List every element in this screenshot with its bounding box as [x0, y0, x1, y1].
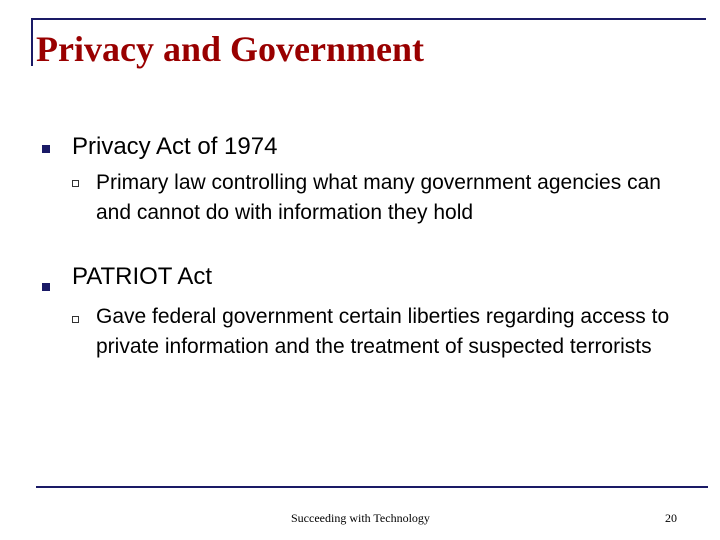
- footer-center-text: Succeeding with Technology: [291, 511, 430, 525]
- footer-divider: [36, 486, 708, 488]
- page-number: 20: [665, 511, 677, 525]
- bullet-text: Privacy Act of 1974: [72, 133, 278, 160]
- bullet-text: PATRIOT Act: [72, 263, 213, 290]
- sub-bullet-text: Gave federal government certain liberties regarding access to private information and the treatment of suspected terrorists: [96, 305, 670, 358]
- sub-bullet-text: Primary law controlling what many government agencies can and cannot do with information they hold: [96, 171, 661, 224]
- bullet-marker: [42, 145, 50, 153]
- sub-bullet-marker: [72, 316, 79, 323]
- slide-title: Privacy and Government: [36, 29, 424, 69]
- bullet-marker: [42, 283, 50, 291]
- title-frame-top: [31, 18, 706, 20]
- title-frame-left: [31, 18, 33, 66]
- sub-bullet-marker: [72, 180, 79, 187]
